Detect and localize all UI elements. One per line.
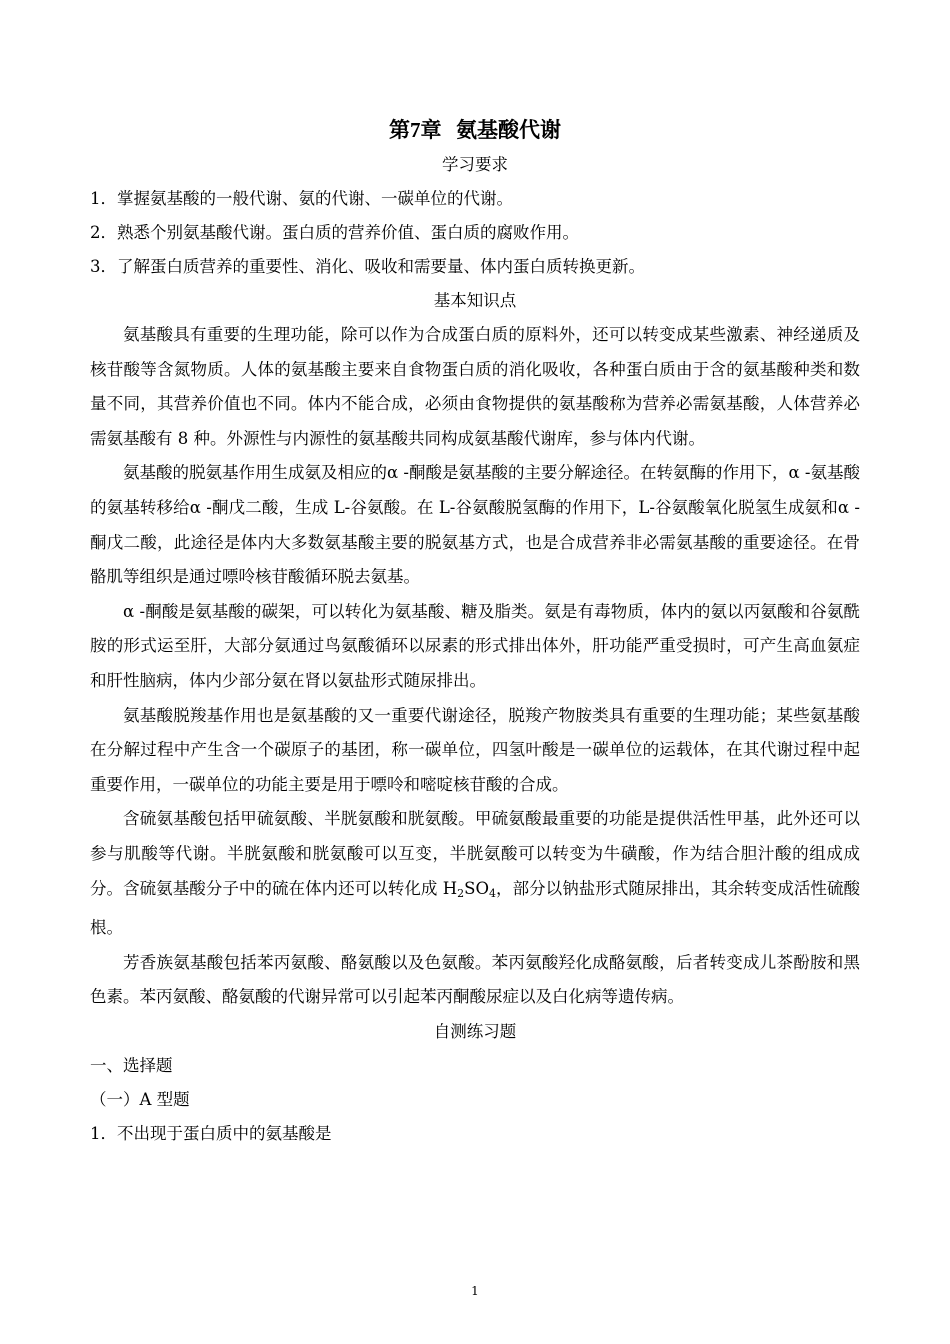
sulfate-so: SO	[464, 878, 489, 898]
knowledge-paragraph: 氨基酸脱羧基作用也是氨基酸的又一重要代谢途径，脱羧产物胺类具有重要的生理功能；某些氨基酸在分解过程中产生含一个碳原子的基团，称一碳单位，四氢叶酸是一碳单位的运载体，在其代谢过程中起重要作用，一碳单位的功能主要是用于嘌呤和嘧啶核苷酸的合成。	[90, 705, 860, 794]
knowledge-paragraph: 氨基酸具有重要的生理功能，除可以作为合成蛋白质的原料外，还可以转变成某些激素、神经递质及核苷酸等含氮物质。人体的氨基酸主要来自食物蛋白质的消化吸收，各种蛋白质由于含的氨基酸种类和数量不同，其营养价值也不同。体内不能合成，必须由食物提供的氨基酸称为营养必需氨基酸，人体营养必需氨基酸有 8 种。外源性与内源性的氨基酸共同构成氨基酸代谢库，参与体内代谢。	[90, 325, 860, 448]
chapter-title	[90, 112, 860, 148]
sulfur-text-before: 含硫氨基酸包括甲硫氨酸、半胱氨酸和胱氨酸。甲硫氨酸最重要的功能是提供活性甲基，此外还可以参与肌酸等代谢。半胱氨酸和胱氨酸可以互变，半胱氨酸可以转变为牛磺酸，作为结合胆汁酸的组成成分。含硫氨基酸分子中的硫在体内还可以转化成 H	[90, 809, 860, 898]
page-content	[90, 112, 860, 1151]
sulfur-text-after: ，部分以钠盐形式随尿排出，其余转变成活性硫酸根。	[90, 878, 861, 938]
aromatic-amino-acid-paragraph: 芳香族氨基酸包括苯丙氨酸、酪氨酸以及色氨酸。苯丙氨酸羟化成酪氨酸，后者转变成儿茶酚胺和黑色素。苯丙氨酸、酪氨酸的代谢异常可以引起苯丙酮酸尿症以及白化病等遗传病。	[90, 952, 860, 1007]
chapter-number: 7	[409, 118, 421, 142]
exercises-heading: 自测练习题	[433, 1021, 517, 1041]
h2-subscript: 2	[457, 886, 465, 900]
sulfur-amino-acid-paragraph	[90, 802, 860, 945]
knowledge-heading: 基本知识点	[433, 291, 517, 310]
exercise-subsection: （一）A 型题	[90, 1089, 190, 1109]
requirement-item: 2．熟悉个别氨基酸代谢。蛋白质的营养价值、蛋白质的腐败作用。	[90, 223, 579, 242]
exercise-section: 一、选择题	[90, 1055, 173, 1075]
requirement-item: 1．掌握氨基酸的一般代谢、氨的代谢、一碳单位的代谢。	[90, 189, 513, 208]
exercise-question: 1．不出现于蛋白质中的氨基酸是	[90, 1123, 332, 1143]
requirement-item: 3．了解蛋白质营养的重要性、消化、吸收和需要量、体内蛋白质转换更新。	[90, 257, 645, 276]
requirements-heading: 学习要求	[442, 155, 508, 174]
o4-subscript: 4	[489, 886, 496, 900]
page-number: 1	[471, 1284, 479, 1298]
knowledge-paragraph: 氨基酸的脱氨基作用生成氨及相应的α -酮酸是氨基酸的主要分解途径。在转氨酶的作用下，α -氨基酸的氨基转移给α -酮戊二酸，生成 L-谷氨酸。在 L-谷氨酸脱氢酶的作用下，L-谷氨酸氧化脱氢生成氨和α -酮戊二酸，此途径是体内大多数氨基酸主要的脱氨基方式，也是合成营养非必需氨基酸的重要途径。在骨骼肌等组织是通过嘌呤核苷酸循环脱去氨基。	[90, 463, 860, 587]
chapter-prefix: 第	[388, 117, 410, 142]
knowledge-paragraph: α -酮酸是氨基酸的碳架，可以转化为氨基酸、糖及脂类。氨是有毒物质，体内的氨以丙氨酸和谷氨酰胺的形式运至肝，大部分氨通过鸟氨酸循环以尿素的形式排出体外，肝功能严重受损时，可产生高血氨症和肝性脑病，体内少部分氨在肾以氨盐形式随尿排出。	[90, 601, 860, 690]
chapter-name: 章 氨基酸代谢	[420, 117, 562, 142]
